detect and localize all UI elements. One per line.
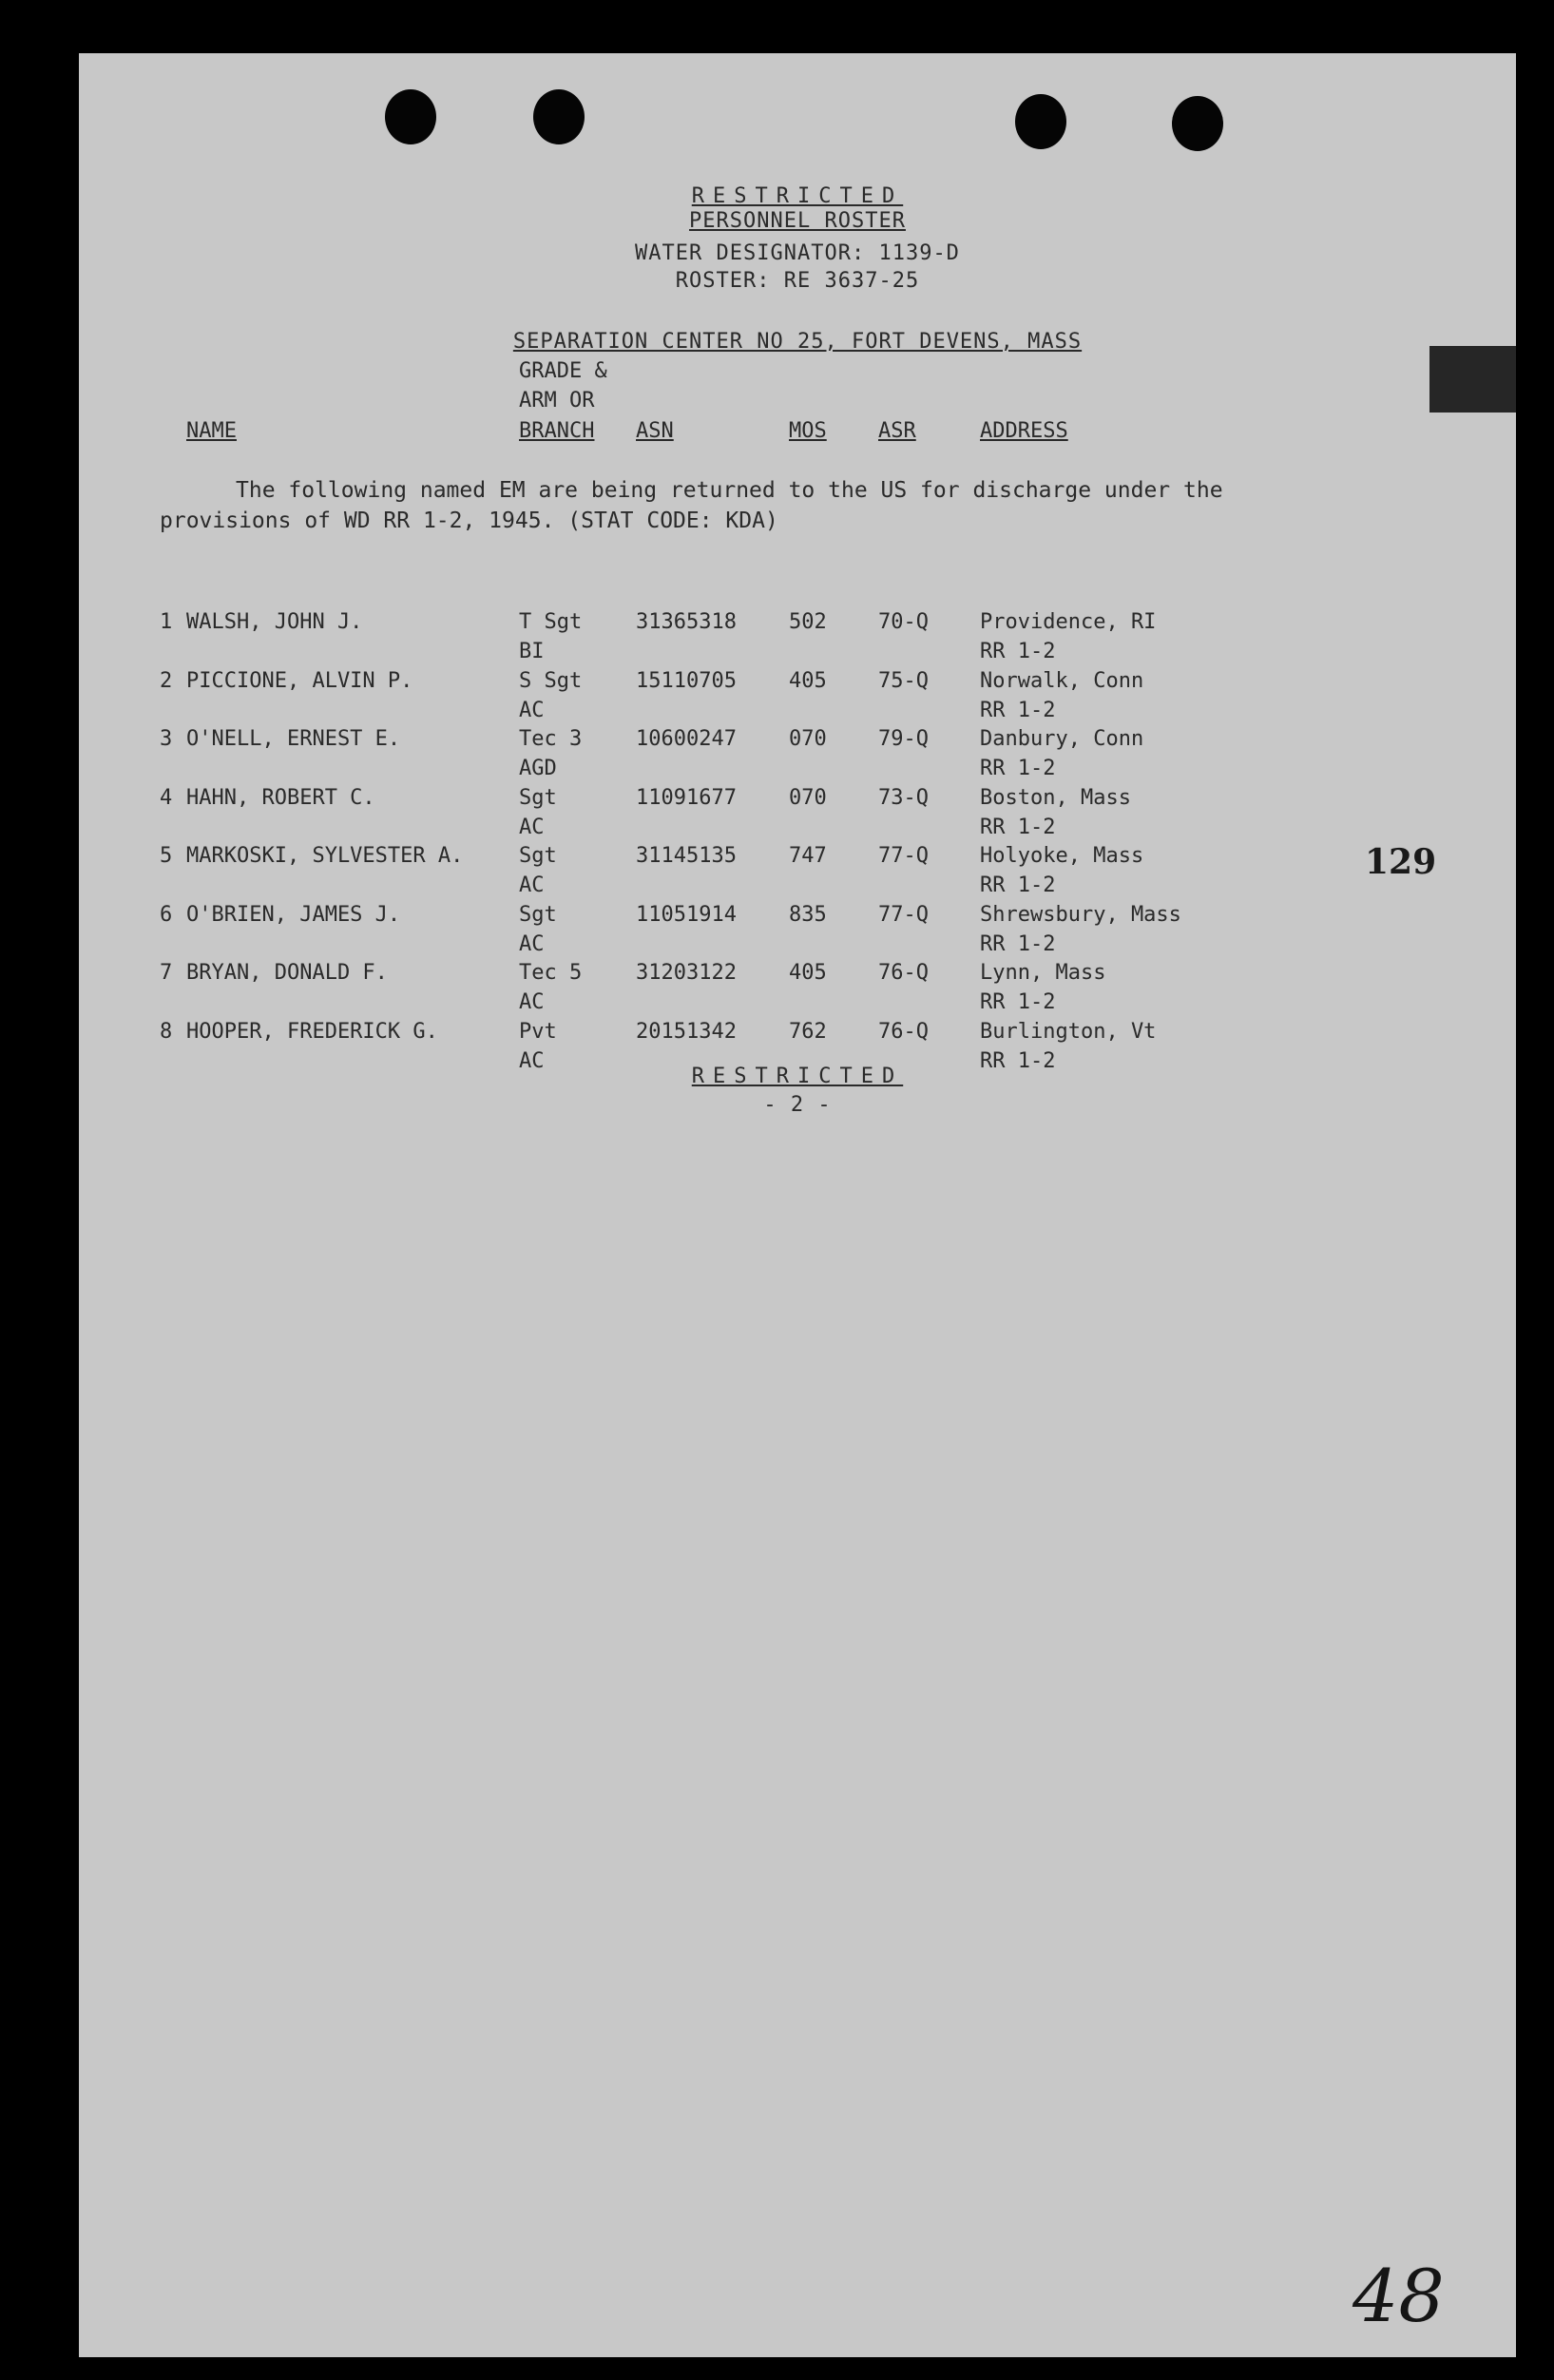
cell-branch: AC [519,873,545,897]
cell-rr: RR 1-2 [980,640,1056,663]
cell-branch: AC [519,990,545,1014]
punch-hole [533,89,585,144]
table-row [79,727,1516,786]
cell-asn: 10600247 [636,727,737,751]
column-grade-line2: ARM OR [519,389,595,413]
cell-rr: RR 1-2 [980,815,1056,839]
cell-asr: 73-Q [878,785,929,810]
column-asr: ASR [878,419,916,443]
cell-no: 7 [160,961,173,985]
cell-address: Danbury, Conn [980,727,1144,751]
punch-hole [1172,96,1223,151]
column-name: NAME [186,419,237,443]
table-row [79,786,1516,845]
cell-name: BRYAN, DONALD F. [186,961,388,985]
cell-branch: AC [519,698,545,722]
cell-asr: 70-Q [878,610,929,634]
cell-address: Providence, RI [980,610,1157,634]
cell-rr: RR 1-2 [980,698,1056,722]
roster-title: PERSONNEL ROSTER [689,209,906,233]
cell-address: Burlington, Vt [980,1019,1157,1044]
cell-asr: 76-Q [878,1019,929,1044]
cell-name: O'NELL, ERNEST E. [186,727,401,751]
roster-number: ROSTER: RE 3637-25 [675,269,920,293]
cell-rr: RR 1-2 [980,757,1056,780]
intro-line-1: The following named EM are being returned to the US for discharge under the [236,478,1223,503]
cell-asr: 77-Q [878,902,929,927]
cell-no: 6 [160,902,173,927]
cell-asn: 15110705 [636,668,737,693]
cell-mos: 070 [789,785,827,810]
column-address: ADDRESS [980,419,1068,443]
cell-asr: 79-Q [878,727,929,751]
intro-line-2: provisions of WD RR 1-2, 1945. (STAT CODE: KDA) [160,509,778,533]
stamped-number: 129 [1365,842,1437,882]
cell-asn: 31145135 [636,844,737,868]
cell-no: 2 [160,668,173,693]
cell-address: Norwalk, Conn [980,668,1144,693]
punch-hole [1015,94,1066,149]
cell-asn: 11091677 [636,785,737,810]
cell-branch: BI [519,640,545,663]
cell-name: MARKOSKI, SYLVESTER A. [186,844,464,868]
cell-address: Lynn, Mass [980,961,1106,985]
cell-asr: 76-Q [878,961,929,985]
cell-rr: RR 1-2 [980,990,1056,1014]
cell-mos: 070 [789,727,827,751]
cell-asn: 31203122 [636,961,737,985]
cell-no: 8 [160,1019,173,1044]
cell-no: 1 [160,610,173,634]
table-row [79,903,1516,962]
cell-name: HAHN, ROBERT C. [186,785,375,810]
cell-mos: 747 [789,844,827,868]
cell-mos: 405 [789,668,827,693]
page-number: - 2 - [763,1093,832,1117]
cell-grade: Tec 3 [519,727,583,751]
separation-center: SEPARATION CENTER NO 25, FORT DEVENS, MASS [512,330,1083,354]
cell-grade: Sgt [519,844,557,868]
restricted-footer: RESTRICTED [691,1065,904,1088]
cell-address: Boston, Mass [980,785,1131,810]
cell-grade: Tec 5 [519,961,583,985]
cell-name: PICCIONE, ALVIN P. [186,668,413,693]
cell-address: Shrewsbury, Mass [980,902,1181,927]
document-page [79,53,1516,2357]
cell-no: 5 [160,844,173,868]
cell-rr: RR 1-2 [980,931,1056,956]
cell-asn: 31365318 [636,610,737,634]
cell-branch: AGD [519,757,557,780]
cell-grade: Sgt [519,785,557,810]
column-mos: MOS [789,419,827,443]
water-designator: WATER DESIGNATOR: 1139-D [635,241,960,265]
column-asn: ASN [636,419,674,443]
cell-branch: AC [519,931,545,956]
cell-asr: 77-Q [878,844,929,868]
handwritten-number: 48 [1353,2254,1445,2338]
file-tab [1429,346,1516,413]
cell-asn: 11051914 [636,902,737,927]
cell-mos: 405 [789,961,827,985]
cell-grade: Pvt [519,1019,557,1044]
cell-mos: 502 [789,610,827,634]
cell-grade: S Sgt [519,668,583,693]
cell-mos: 762 [789,1019,827,1044]
cell-grade: T Sgt [519,610,583,634]
cell-rr: RR 1-2 [980,873,1056,897]
cell-address: Holyoke, Mass [980,844,1144,868]
cell-branch: AC [519,1048,545,1073]
cell-branch: AC [519,815,545,839]
table-row [79,669,1516,728]
cell-name: HOOPER, FREDERICK G. [186,1019,438,1044]
cell-no: 3 [160,727,173,751]
column-grade-line1: GRADE & [519,359,607,383]
table-row [79,844,1516,903]
cell-name: O'BRIEN, JAMES J. [186,902,401,927]
cell-rr: RR 1-2 [980,1048,1056,1073]
cell-mos: 835 [789,902,827,927]
restricted-heading: RESTRICTED [691,184,904,208]
punch-hole [385,89,436,144]
table-row [79,961,1516,1020]
column-branch: BRANCH [519,419,595,443]
cell-asn: 20151342 [636,1019,737,1044]
table-row [79,610,1516,669]
cell-name: WALSH, JOHN J. [186,610,363,634]
cell-no: 4 [160,785,173,810]
cell-grade: Sgt [519,902,557,927]
cell-asr: 75-Q [878,668,929,693]
